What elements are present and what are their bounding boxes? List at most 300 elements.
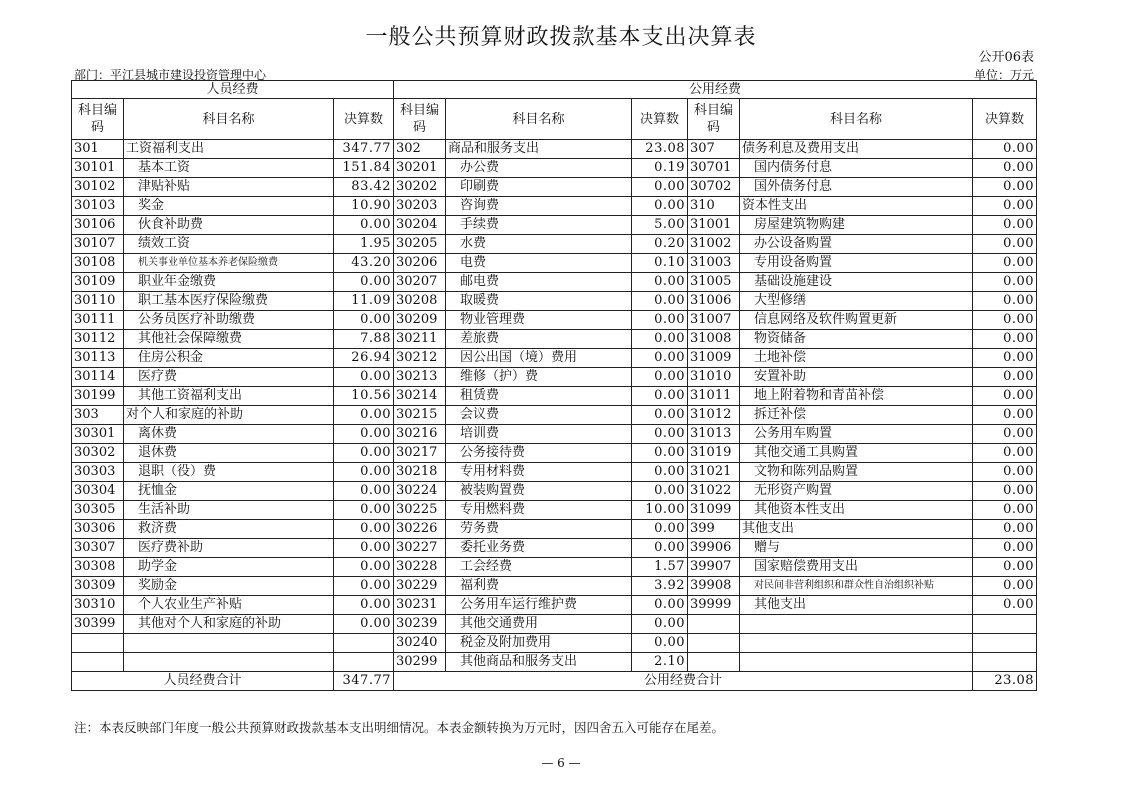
row-amount: 0.00: [334, 577, 394, 596]
row-name: 地上附着物和青苗补偿: [740, 387, 973, 406]
row-code: 30399: [72, 615, 124, 634]
table-row: [72, 482, 1037, 501]
table-row: [72, 406, 1037, 425]
table-row: [72, 463, 1037, 482]
row-amount: 0.00: [973, 330, 1037, 349]
row-name: 国家赔偿费用支出: [740, 558, 973, 577]
row-name: 公务员医疗补助缴费: [124, 311, 334, 330]
row-name: 奖励金: [124, 577, 334, 596]
row-amount: [334, 653, 394, 672]
row-amount: 0.00: [973, 216, 1037, 235]
row-name: 伙食补助费: [124, 216, 334, 235]
row-amount: 0.00: [973, 273, 1037, 292]
row-amount: 2.10: [632, 653, 688, 672]
row-amount: 0.00: [632, 197, 688, 216]
row-code: 30227: [394, 539, 446, 558]
row-code: 30702: [688, 178, 740, 197]
table-row: [72, 387, 1037, 406]
row-code: 31001: [688, 216, 740, 235]
row-code: 30202: [394, 178, 446, 197]
row-amount: 0.20: [632, 235, 688, 254]
table-row: [72, 349, 1037, 368]
row-name: 被装购置费: [446, 482, 632, 501]
row-name: [740, 634, 973, 653]
row-code: 310: [688, 197, 740, 216]
row-code: 30211: [394, 330, 446, 349]
row-code: 30209: [394, 311, 446, 330]
row-code: 30111: [72, 311, 124, 330]
row-name: 会议费: [446, 406, 632, 425]
table-row: [72, 254, 1037, 273]
row-code: 31006: [688, 292, 740, 311]
row-code: 39999: [688, 596, 740, 615]
row-name: 劳务费: [446, 520, 632, 539]
row-amount: 10.90: [334, 197, 394, 216]
row-name: 医疗费: [124, 368, 334, 387]
row-name: 公务接待费: [446, 444, 632, 463]
row-amount: 0.00: [973, 520, 1037, 539]
row-amount: 0.00: [973, 539, 1037, 558]
row-amount: 1.95: [334, 235, 394, 254]
col-amount-1: 决算数: [334, 99, 394, 140]
row-code: 30206: [394, 254, 446, 273]
row-code: 30306: [72, 520, 124, 539]
row-amount: 0.00: [632, 311, 688, 330]
row-amount: 83.42: [334, 178, 394, 197]
table-row: [72, 368, 1037, 387]
row-amount: 0.00: [973, 311, 1037, 330]
row-amount: 0.00: [632, 482, 688, 501]
row-code: [72, 653, 124, 672]
row-name: 公务用车运行维护费: [446, 596, 632, 615]
row-code: 30226: [394, 520, 446, 539]
row-name: 大型修缮: [740, 292, 973, 311]
row-code: 30215: [394, 406, 446, 425]
row-code: 39906: [688, 539, 740, 558]
row-code: 30102: [72, 178, 124, 197]
row-amount: 26.94: [334, 349, 394, 368]
col-amount-3: 决算数: [973, 99, 1037, 140]
unit-label: 单位：万元: [973, 68, 1034, 82]
table-row: [72, 159, 1037, 178]
row-amount: 0.00: [973, 159, 1037, 178]
row-name: 资本性支出: [740, 197, 973, 216]
row-code: 30308: [72, 558, 124, 577]
row-code: 30310: [72, 596, 124, 615]
row-amount: 10.00: [632, 501, 688, 520]
row-amount: [973, 615, 1037, 634]
row-name: 物业管理费: [446, 311, 632, 330]
row-code: 301: [72, 140, 124, 159]
row-code: 30205: [394, 235, 446, 254]
row-amount: 0.00: [334, 216, 394, 235]
row-amount: 0.00: [334, 558, 394, 577]
row-name: 公务用车购置: [740, 425, 973, 444]
row-amount: 3.92: [632, 577, 688, 596]
row-name: 机关事业单位基本养老保险缴费: [124, 254, 334, 273]
row-amount: 0.00: [334, 596, 394, 615]
table-row: [72, 197, 1037, 216]
row-amount: 0.00: [973, 349, 1037, 368]
row-code: 30103: [72, 197, 124, 216]
row-name: 培训费: [446, 425, 632, 444]
row-name: 医疗费补助: [124, 539, 334, 558]
row-name: 房屋建筑物购建: [740, 216, 973, 235]
section-personnel: 人员经费: [72, 81, 394, 99]
row-code: 30224: [394, 482, 446, 501]
row-name: 委托业务费: [446, 539, 632, 558]
table-row: [72, 178, 1037, 197]
table-row: [72, 596, 1037, 615]
row-code: 39908: [688, 577, 740, 596]
row-name: 基础设施建设: [740, 273, 973, 292]
public-total-value: 23.08: [973, 672, 1037, 691]
row-code: 30110: [72, 292, 124, 311]
row-name: 其他支出: [740, 596, 973, 615]
row-code: 30307: [72, 539, 124, 558]
row-amount: 0.00: [334, 615, 394, 634]
table-row: [72, 615, 1037, 634]
public-total-label: 公用经费合计: [394, 672, 973, 691]
row-amount: 0.00: [334, 368, 394, 387]
page-number: — 6 —: [541, 756, 581, 770]
row-amount: 151.84: [334, 159, 394, 178]
row-amount: 0.00: [632, 539, 688, 558]
row-amount: 0.00: [973, 463, 1037, 482]
row-name: 差旅费: [446, 330, 632, 349]
row-amount: 0.00: [632, 634, 688, 653]
personnel-total-label: 人员经费合计: [72, 672, 334, 691]
row-code: 30299: [394, 653, 446, 672]
section-public: 公用经费: [394, 81, 1037, 99]
row-name: 专用设备购置: [740, 254, 973, 273]
row-code: 31003: [688, 254, 740, 273]
row-code: 31021: [688, 463, 740, 482]
row-amount: [334, 634, 394, 653]
row-code: 30101: [72, 159, 124, 178]
row-amount: 0.00: [632, 615, 688, 634]
row-code: 30239: [394, 615, 446, 634]
footnote: 注：本表反映部门年度一般公共预算财政拨款基本支出明细情况。本表金额转换为万元时，因四舍五入可能存在尾差。: [74, 720, 725, 735]
row-name: 无形资产购置: [740, 482, 973, 501]
row-amount: 0.00: [973, 577, 1037, 596]
row-name: 住房公积金: [124, 349, 334, 368]
row-amount: 5.00: [632, 216, 688, 235]
row-name: 工会经费: [446, 558, 632, 577]
row-code: 30204: [394, 216, 446, 235]
row-name: 对民间非营利组织和群众性自治组织补贴: [740, 577, 973, 596]
row-code: 30207: [394, 273, 446, 292]
col-name-2: 科目名称: [446, 99, 632, 140]
row-code: 30301: [72, 425, 124, 444]
row-code: 31010: [688, 368, 740, 387]
row-code: 30106: [72, 216, 124, 235]
row-name: 咨询费: [446, 197, 632, 216]
row-code: 30208: [394, 292, 446, 311]
row-name: 其他商品和服务支出: [446, 653, 632, 672]
row-name: 税金及附加费用: [446, 634, 632, 653]
row-amount: 0.00: [334, 482, 394, 501]
row-name: 债务利息及费用支出: [740, 140, 973, 159]
table-row: [72, 235, 1037, 254]
row-code: 30701: [688, 159, 740, 178]
row-code: 31002: [688, 235, 740, 254]
row-amount: 23.08: [632, 140, 688, 159]
row-name: [740, 653, 973, 672]
row-amount: 1.57: [632, 558, 688, 577]
col-name-1: 科目名称: [124, 99, 334, 140]
table-row: [72, 577, 1037, 596]
row-code: 30217: [394, 444, 446, 463]
row-name: 生活补助: [124, 501, 334, 520]
row-code: 307: [688, 140, 740, 159]
row-code: 30305: [72, 501, 124, 520]
row-name: 商品和服务支出: [446, 140, 632, 159]
row-name: 赠与: [740, 539, 973, 558]
row-code: [688, 653, 740, 672]
row-amount: 0.00: [973, 444, 1037, 463]
row-code: 30214: [394, 387, 446, 406]
row-name: 物资储备: [740, 330, 973, 349]
row-code: 30212: [394, 349, 446, 368]
table-row: [72, 273, 1037, 292]
row-code: 31012: [688, 406, 740, 425]
row-code: 31013: [688, 425, 740, 444]
row-amount: 0.00: [334, 406, 394, 425]
row-amount: 0.00: [973, 197, 1037, 216]
row-code: 30213: [394, 368, 446, 387]
row-code: 31005: [688, 273, 740, 292]
row-code: [72, 634, 124, 653]
row-amount: 0.10: [632, 254, 688, 273]
row-amount: 0.00: [973, 178, 1037, 197]
row-name: [124, 653, 334, 672]
row-name: 助学金: [124, 558, 334, 577]
row-amount: 0.00: [334, 311, 394, 330]
row-amount: 0.00: [973, 425, 1037, 444]
row-name: 对个人和家庭的补助: [124, 406, 334, 425]
row-amount: 0.19: [632, 159, 688, 178]
row-code: 30201: [394, 159, 446, 178]
row-amount: [973, 634, 1037, 653]
row-amount: 0.00: [334, 444, 394, 463]
row-name: 其他支出: [740, 520, 973, 539]
row-amount: 347.77: [334, 140, 394, 159]
row-name: 专用燃料费: [446, 501, 632, 520]
row-name: 手续费: [446, 216, 632, 235]
row-amount: 0.00: [334, 539, 394, 558]
page-title: 一般公共预算财政拨款基本支出决算表: [365, 25, 757, 50]
row-name: 职工基本医疗保险缴费: [124, 292, 334, 311]
row-amount: 0.00: [632, 520, 688, 539]
row-name: 工资福利支出: [124, 140, 334, 159]
table-row: [72, 425, 1037, 444]
row-amount: 0.00: [632, 292, 688, 311]
row-amount: 0.00: [973, 482, 1037, 501]
row-amount: 0.00: [632, 387, 688, 406]
row-amount: 0.00: [632, 596, 688, 615]
row-code: [688, 615, 740, 634]
row-amount: 0.00: [973, 501, 1037, 520]
row-code: 30228: [394, 558, 446, 577]
expenditure-table: [71, 80, 1037, 691]
row-amount: 0.00: [973, 235, 1037, 254]
row-code: 31099: [688, 501, 740, 520]
table-row: [72, 140, 1037, 159]
row-code: 30109: [72, 273, 124, 292]
row-amount: 0.00: [632, 425, 688, 444]
row-code: 30113: [72, 349, 124, 368]
row-amount: 0.00: [973, 558, 1037, 577]
row-name: 福利费: [446, 577, 632, 596]
row-code: 30229: [394, 577, 446, 596]
row-name: 租赁费: [446, 387, 632, 406]
row-name: 职业年金缴费: [124, 273, 334, 292]
row-name: 其他资本性支出: [740, 501, 973, 520]
row-amount: 0.00: [632, 406, 688, 425]
row-code: 302: [394, 140, 446, 159]
row-name: 退职（役）费: [124, 463, 334, 482]
table-row: [72, 292, 1037, 311]
row-name: 专用材料费: [446, 463, 632, 482]
row-code: 30199: [72, 387, 124, 406]
row-code: 30218: [394, 463, 446, 482]
row-name: 印刷费: [446, 178, 632, 197]
row-code: 30114: [72, 368, 124, 387]
row-amount: 0.00: [973, 368, 1037, 387]
row-name: 办公设备购置: [740, 235, 973, 254]
row-name: 其他对个人和家庭的补助: [124, 615, 334, 634]
row-name: 离休费: [124, 425, 334, 444]
row-code: 30112: [72, 330, 124, 349]
row-amount: 0.00: [973, 387, 1037, 406]
table-row: [72, 558, 1037, 577]
row-code: 30107: [72, 235, 124, 254]
row-name: 其他工资福利支出: [124, 387, 334, 406]
table-row: [72, 330, 1037, 349]
row-name: 拆迁补偿: [740, 406, 973, 425]
table-body: [72, 140, 1037, 672]
row-name: 救济费: [124, 520, 334, 539]
row-amount: 0.00: [632, 273, 688, 292]
row-amount: 0.00: [973, 254, 1037, 273]
row-code: 399: [688, 520, 740, 539]
row-amount: 0.00: [973, 292, 1037, 311]
col-amount-2: 决算数: [632, 99, 688, 140]
row-name: 国外债务付息: [740, 178, 973, 197]
department-label: 部门：平江县城市建设投资管理中心: [74, 68, 267, 82]
row-code: 31019: [688, 444, 740, 463]
row-name: 基本工资: [124, 159, 334, 178]
row-name: 因公出国（境）费用: [446, 349, 632, 368]
row-code: 303: [72, 406, 124, 425]
table-row: [72, 520, 1037, 539]
col-code-1: 科目编码: [72, 99, 124, 140]
row-name: 其他交通工具购置: [740, 444, 973, 463]
row-amount: [973, 653, 1037, 672]
row-amount: 7.88: [334, 330, 394, 349]
table-row: [72, 653, 1037, 672]
personnel-total-value: 347.77: [334, 672, 394, 691]
row-amount: 11.09: [334, 292, 394, 311]
row-amount: 0.00: [973, 140, 1037, 159]
row-code: 30216: [394, 425, 446, 444]
row-code: 31008: [688, 330, 740, 349]
row-amount: 10.56: [334, 387, 394, 406]
table-row: [72, 311, 1037, 330]
row-code: 30304: [72, 482, 124, 501]
row-name: 取暖费: [446, 292, 632, 311]
row-name: [740, 615, 973, 634]
row-name: 安置补助: [740, 368, 973, 387]
row-code: 31009: [688, 349, 740, 368]
row-code: 31011: [688, 387, 740, 406]
row-code: 30303: [72, 463, 124, 482]
row-code: 31007: [688, 311, 740, 330]
table-row: [72, 216, 1037, 235]
row-code: 30231: [394, 596, 446, 615]
row-amount: 0.00: [632, 178, 688, 197]
form-number: 公开06表: [978, 50, 1034, 65]
row-code: 30302: [72, 444, 124, 463]
row-amount: 0.00: [973, 406, 1037, 425]
row-amount: 0.00: [334, 425, 394, 444]
col-code-3: 科目编码: [688, 99, 740, 140]
row-code: 31022: [688, 482, 740, 501]
col-name-3: 科目名称: [740, 99, 973, 140]
row-name: 奖金: [124, 197, 334, 216]
row-amount: 0.00: [632, 444, 688, 463]
row-name: 办公费: [446, 159, 632, 178]
row-name: 电费: [446, 254, 632, 273]
row-name: [124, 634, 334, 653]
row-name: 文物和陈列品购置: [740, 463, 973, 482]
row-name: 抚恤金: [124, 482, 334, 501]
row-name: 邮电费: [446, 273, 632, 292]
row-code: 30225: [394, 501, 446, 520]
row-code: 30309: [72, 577, 124, 596]
row-amount: 0.00: [632, 368, 688, 387]
row-amount: 0.00: [334, 520, 394, 539]
row-code: 30108: [72, 254, 124, 273]
row-name: 津贴补贴: [124, 178, 334, 197]
row-code: 30240: [394, 634, 446, 653]
table-row: [72, 634, 1037, 653]
row-amount: 0.00: [632, 463, 688, 482]
row-name: 维修（护）费: [446, 368, 632, 387]
row-amount: 43.20: [334, 254, 394, 273]
row-name: 信息网络及软件购置更新: [740, 311, 973, 330]
row-name: 其他社会保障缴费: [124, 330, 334, 349]
row-code: 39907: [688, 558, 740, 577]
row-amount: 0.00: [632, 349, 688, 368]
row-name: 个人农业生产补贴: [124, 596, 334, 615]
table-row: [72, 501, 1037, 520]
row-name: 水费: [446, 235, 632, 254]
table-row: [72, 539, 1037, 558]
row-name: 其他交通费用: [446, 615, 632, 634]
row-name: 土地补偿: [740, 349, 973, 368]
row-name: 绩效工资: [124, 235, 334, 254]
row-code: 30203: [394, 197, 446, 216]
row-amount: 0.00: [632, 330, 688, 349]
row-amount: 0.00: [334, 501, 394, 520]
row-amount: 0.00: [973, 596, 1037, 615]
col-code-2: 科目编码: [394, 99, 446, 140]
row-code: [688, 634, 740, 653]
row-amount: 0.00: [334, 273, 394, 292]
row-amount: 0.00: [334, 463, 394, 482]
